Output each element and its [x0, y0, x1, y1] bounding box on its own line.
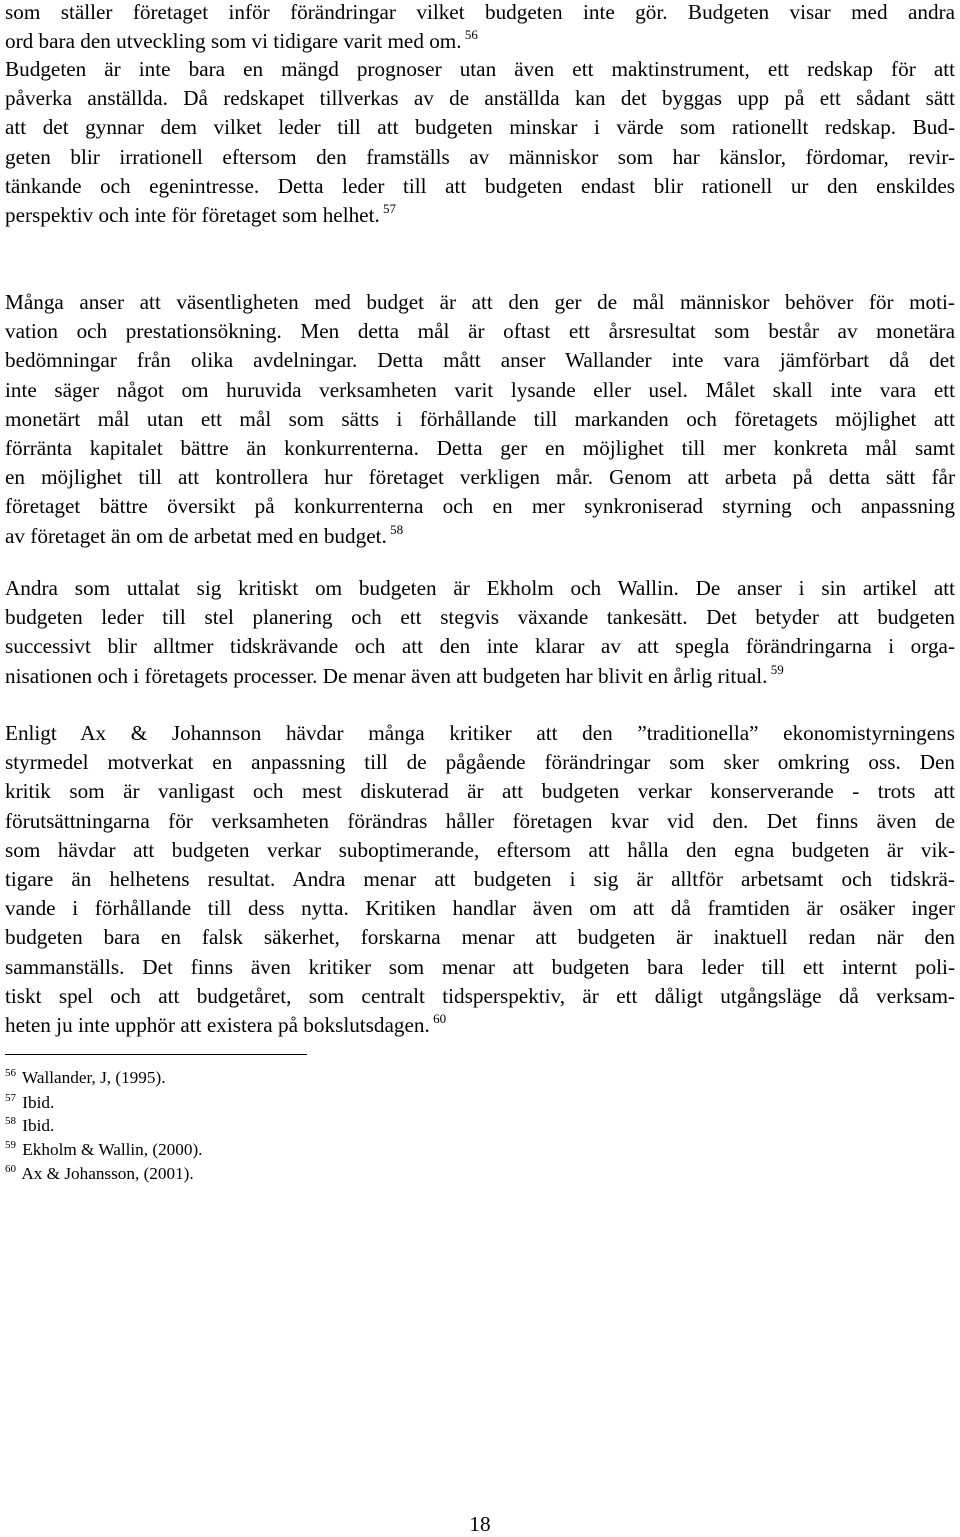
text-line — [5, 346, 955, 375]
footnote — [5, 1068, 166, 1088]
line-text: som hävdar att budgeten verkar suboptimerande, eftersom att hålla den egna budgeten är vik- — [5, 837, 955, 862]
text-line — [5, 807, 955, 836]
text-line — [5, 632, 955, 661]
footnote-number: 57 — [5, 1092, 16, 1104]
text-line — [5, 143, 955, 172]
text-line — [5, 492, 955, 521]
text-line — [5, 836, 955, 865]
footnote-text: Ekholm & Wallin, (2000). — [18, 1140, 203, 1159]
text-line — [5, 172, 955, 201]
line-text: förutsättningarna för verksamheten förändras håller företagen kvar vid den. Det finns även de — [5, 808, 955, 833]
text-line — [5, 574, 955, 603]
line-text: nisationen och i företagets processer. De menar även att budgeten har blivit en årlig ritual. — [5, 663, 768, 688]
text-line — [5, 1011, 955, 1040]
line-text: styrmedel motverkat en anpassning till de pågående förändringar som sker omkring oss. Den — [5, 750, 955, 775]
footnote-number: 60 — [5, 1163, 16, 1175]
line-text: heten ju inte upphör att existera på bokslutsdagen. — [5, 1013, 430, 1038]
text-line — [5, 317, 955, 346]
line-text: geten blir irrationell eftersom den framställs av människor som har känslor, fördomar, revir- — [5, 144, 955, 169]
footnote-number: 59 — [5, 1139, 16, 1151]
body-paragraph — [5, 719, 955, 1040]
line-text: som ställer företaget inför förändringar vilket budgeten inte gör. Budgeten visar med andra — [5, 0, 955, 24]
line-text: inte säger något om huruvida verksamheten varit lysande eller usel. Målet skall inte vara ett — [5, 377, 955, 402]
footnote-reference: 57 — [379, 201, 397, 217]
footnote-reference: 58 — [386, 521, 404, 537]
footnote — [5, 1140, 202, 1160]
line-text: Budgeten är inte bara en mängd prognoser utan även ett maktinstrument, ett redskap för att — [5, 57, 955, 81]
line-text: tigare än helhetens resultat. Andra menar att budgeten i sig är alltför arbetsamt och tidskrä- — [5, 867, 955, 892]
text-line — [5, 748, 955, 777]
line-text: tänkande och egenintresse. Detta leder till att budgeten endast blir rationell ur den enskildes — [5, 173, 955, 198]
text-line — [5, 288, 955, 317]
text-line — [5, 953, 955, 982]
body-paragraph — [5, 288, 955, 551]
page-number: 18 — [469, 1512, 491, 1536]
text-line — [5, 894, 955, 923]
footnote — [5, 1164, 194, 1184]
text-line — [5, 662, 955, 691]
text-line — [5, 522, 955, 551]
text-line — [5, 719, 955, 748]
line-text: Enligt Ax & Johannson hävdar många kritiker att den ”traditionella” ekonomistyrningens — [5, 721, 955, 745]
line-text: bedömningar från olika avdelningar. Detta mått anser Wallander inte vara jämförbart då det — [5, 348, 955, 373]
footnote — [5, 1116, 54, 1136]
footnote-text: Wallander, J, (1995). — [18, 1068, 166, 1087]
footnote-reference: 56 — [461, 27, 478, 43]
text-line — [5, 376, 955, 405]
footnote-text: Ibid. — [18, 1116, 55, 1135]
text-line — [5, 0, 955, 27]
text-line — [5, 603, 955, 632]
line-text: vande i förhållande till dess nytta. Kritiken handlar även om att då framtiden är osäker inger — [5, 896, 955, 921]
line-text: sammanställs. Det finns även kritiker som menar att budgeten bara leder till ett internt poli- — [5, 954, 955, 979]
line-text: påverka anställda. Då redskapet tillverkas av de anställda kan det byggas upp på ett sådant sätt — [5, 86, 955, 111]
footnote-number: 56 — [5, 1067, 16, 1079]
line-text: Andra som uttalat sig kritiskt om budgeten är Ekholm och Wallin. De anser i sin artikel att — [5, 576, 955, 600]
text-line — [5, 923, 955, 952]
text-line — [5, 113, 955, 142]
line-text: successivt blir alltmer tidskrävande och att den inte klarar av att spegla förändringarna i orga- — [5, 634, 955, 659]
footnote-separator — [5, 1054, 307, 1055]
line-text: en möjlighet till att kontrollera hur företaget verkligen mår. Genom att arbeta på detta sätt får — [5, 465, 955, 490]
footnote — [5, 1093, 54, 1113]
line-text: vation och prestationsökning. Men detta mål är oftast ett årsresultat som består av monetära — [5, 319, 955, 344]
line-text: monetärt mål utan ett mål som sätts i förhållande till markanden och företagets möjlighet att — [5, 406, 955, 431]
line-text: förränta kapitalet bättre än konkurrenterna. Detta ger en möjlighet till mer konkreta mål samt — [5, 436, 955, 461]
text-line — [5, 201, 955, 230]
line-text: kritik som är vanligast och mest diskuterad är att budgeten verkar konserverande - trots att — [5, 779, 955, 804]
body-paragraph — [5, 55, 955, 230]
body-paragraph — [5, 574, 955, 691]
footnote-reference: 60 — [429, 1011, 447, 1027]
footnote-number: 58 — [5, 1115, 16, 1127]
text-line — [5, 84, 955, 113]
text-line — [5, 982, 955, 1011]
line-text: ord bara den utveckling som vi tidigare varit med om. — [5, 29, 462, 54]
text-line — [5, 434, 955, 463]
text-line — [5, 55, 955, 84]
line-text: tiskt spel och att budgetåret, som centralt tidsperspektiv, är ett dåligt utgångsläge då verksam- — [5, 983, 955, 1008]
line-text: budgeten leder till stel planering och ett stegvis växande tankesätt. Det betyder att budgeten — [5, 605, 955, 630]
text-line — [5, 777, 955, 806]
text-line — [5, 27, 955, 56]
line-text: av företaget än om de arbetat med en budget. — [5, 523, 387, 548]
text-line — [5, 865, 955, 894]
line-text: Många anser att väsentligheten med budget är att den ger de mål människor behöver för moti- — [5, 290, 955, 314]
footnote-reference: 59 — [767, 661, 784, 677]
text-line — [5, 405, 955, 434]
line-text: företaget bättre översikt på konkurrenterna och en mer synkroniserad styrning och anpassning — [5, 494, 955, 519]
body-paragraph — [5, 0, 955, 56]
footnote-text: Ibid. — [18, 1093, 55, 1112]
footnote-text: Ax & Johansson, (2001). — [18, 1164, 194, 1183]
line-text: att det gynnar dem vilket leder till att budgeten minskar i värde som rationellt redskap. Bud- — [5, 115, 955, 140]
line-text: perspektiv och inte för företaget som helhet. — [5, 203, 380, 228]
text-line — [5, 463, 955, 492]
line-text: budgeten bara en falsk säkerhet, forskarna menar att budgeten är inaktuell redan när den — [5, 925, 955, 950]
